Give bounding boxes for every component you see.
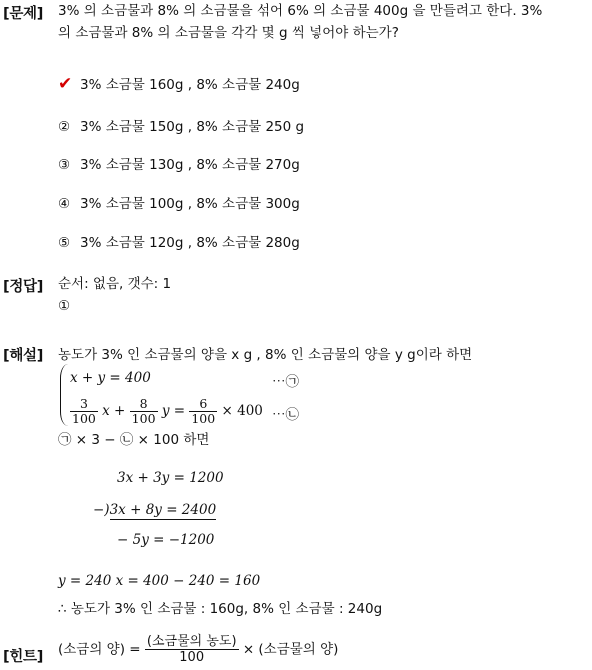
- choice-2-text: 3% 소금물 150g , 8% 소금물 250 g: [80, 119, 305, 135]
- choice-2-number: ②: [58, 119, 71, 135]
- problem-tag: [문제]: [3, 6, 44, 22]
- solution-intro: 농도가 3% 인 소금물의 양을 x g , 8% 인 소금물의 양을 y g이라 하면: [58, 347, 473, 363]
- choice-3[interactable]: [58, 153, 300, 173]
- eq2-tail: × 400: [221, 403, 263, 419]
- answer-line-1: 순서: 없음, 갯수: 1: [58, 276, 172, 292]
- calc-line-2: [93, 502, 216, 518]
- equation-2-mark: ⋯㉡: [272, 407, 299, 423]
- conclusion-line: ∴ 농도가 3% 인 소금물 : 160g, 8% 인 소금물 : 240g: [58, 601, 383, 617]
- choice-5-number: ⑤: [58, 235, 71, 251]
- eq2-num-3: 6: [189, 397, 217, 412]
- calc-line-1: 3x + 3y = 1200: [117, 470, 224, 486]
- answer-line-2: ①: [58, 298, 71, 314]
- choice-3-number: ③: [58, 157, 71, 173]
- hint-numerator: (소금물의 농도): [146, 634, 237, 649]
- choice-5[interactable]: [58, 231, 300, 251]
- eq2-num-1: 3: [70, 397, 98, 412]
- eq2-den-1: 100: [72, 411, 96, 426]
- calc-line-3: − 5y = −1200: [117, 532, 215, 548]
- equation-1: x + y = 400: [70, 370, 151, 386]
- equation-2: [70, 397, 263, 426]
- hint-left: (소금의 양) =: [58, 641, 141, 658]
- equation-1-mark: ⋯㉠: [272, 374, 299, 390]
- choice-2[interactable]: [58, 115, 304, 135]
- solution-tag: [해설]: [3, 348, 44, 364]
- system-brace: [60, 364, 68, 426]
- choice-4[interactable]: [58, 192, 300, 212]
- hint-denominator: 100: [179, 650, 205, 665]
- calc-line-2-expr: 3x + 8y = 2400: [109, 502, 217, 518]
- choice-1[interactable]: [58, 73, 300, 94]
- answer-text: [58, 273, 586, 317]
- eq2-num-2: 8: [130, 397, 158, 412]
- choice-1-text: 3% 소금물 160g , 8% 소금물 240g: [80, 77, 300, 93]
- choice-4-number: ④: [58, 196, 71, 212]
- hint-tag: [힌트]: [3, 649, 44, 665]
- choice-5-text: 3% 소금물 120g , 8% 소금물 280g: [80, 235, 300, 251]
- calc-line-2-prefix: −): [93, 502, 110, 518]
- problem-line-1: 3% 의 소금물과 8% 의 소금물을 섞어 6% 의 소금물 400g 을 만들려고 한다. 3%: [58, 3, 543, 19]
- problem-text: [58, 0, 586, 44]
- operation-line: ㉠ × 3 − ㉡ × 100 하면: [58, 432, 210, 448]
- eq2-den-2: 100: [131, 411, 156, 426]
- eq2-den-3: 100: [191, 411, 216, 426]
- eq2-y: y =: [161, 403, 186, 419]
- eq2-x: x +: [102, 403, 126, 419]
- hint-right: × (소금물의 양): [242, 641, 339, 658]
- answer-tag: [정답]: [3, 279, 44, 295]
- hint-formula: [58, 634, 338, 665]
- problem-line-2: 의 소금물과 8% 의 소금물을 각각 몇 g 씩 넣어야 하는가?: [58, 25, 399, 41]
- choice-3-text: 3% 소금물 130g , 8% 소금물 270g: [80, 157, 300, 173]
- result-line: y = 240 x = 400 − 240 = 160: [58, 573, 261, 589]
- choice-4-text: 3% 소금물 100g , 8% 소금물 300g: [80, 196, 300, 212]
- check-mark-icon: ✔: [58, 74, 73, 94]
